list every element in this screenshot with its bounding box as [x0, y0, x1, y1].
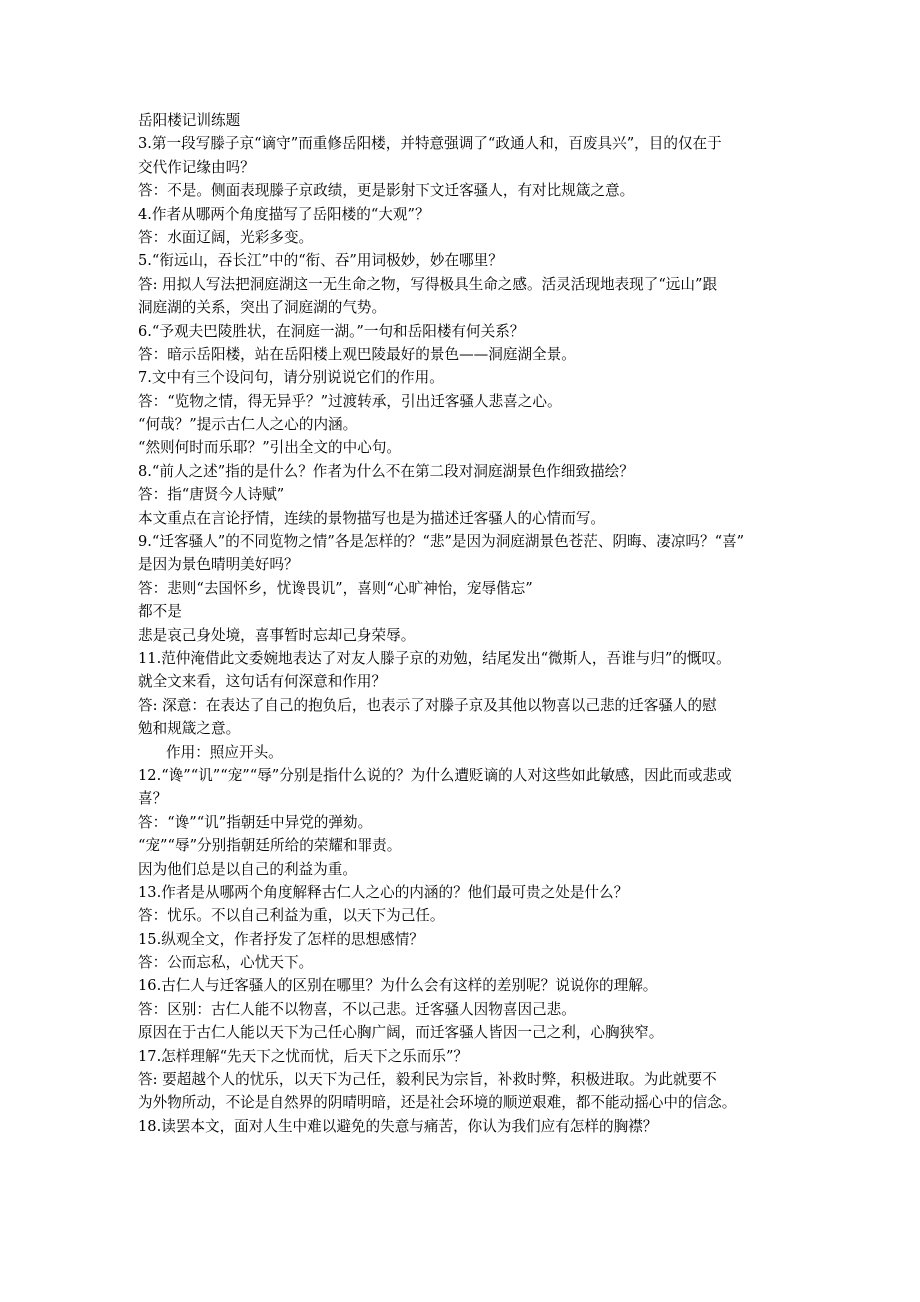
- text-line: 答：悲则“去国怀乡，忧谗畏讥”，喜则“心旷神怡，宠辱偕忘”: [138, 579, 533, 597]
- text-line: 答：忧乐。不以自己利益为重，以天下为己任。: [138, 907, 445, 925]
- text-line: “宠”“辱”分别指朝廷所给的荣耀和罪责。: [138, 837, 402, 855]
- text-line: 为外物所动，不论是自然界的阴晴明暗，还是社会环境的顺逆艰难，都不能动摇心中的信念。: [138, 1094, 737, 1112]
- text-line: 7.文中有三个设问句，请分别说说它们的作用。: [138, 369, 444, 387]
- text-line: 9.“迁客骚人”的不同览物之情”各是怎样的？“悲”是因为洞庭湖景色苍茫、阴晦、凄凉吗？“喜”: [138, 533, 745, 551]
- text-line: 16.古仁人与迁客骚人的区别在哪里？为什么会有这样的差别呢？说说你的理解。: [138, 977, 658, 995]
- text-line: 11.范仲淹借此文委婉地表达了对友人滕子京的劝勉，结尾发出“微斯人，吾谁与归”的慨叹。: [138, 649, 731, 667]
- text-line: 答：水面辽阔，光彩多变。: [138, 228, 314, 246]
- text-line: 答：暗示岳阳楼，站在岳阳楼上观巴陵最好的景色——洞庭湖全景。: [138, 345, 576, 363]
- text-line: 答: 用拟人写法把洞庭湖这一无生命之物，写得极具生命之感。活灵活现地表现了“远山”跟: [138, 275, 718, 293]
- text-line: 答：区别：古仁人能不以物喜，不以己悲。迁客骚人因物喜因己悲。: [138, 1000, 576, 1018]
- text-line: 6.“予观夫巴陵胜状，在洞庭一湖。”一句和岳阳楼有何关系？: [138, 322, 525, 340]
- document-title: 岳阳楼记训练题: [138, 112, 241, 129]
- text-line: 因为他们总是以自己的利益为重。: [138, 860, 357, 878]
- document-page: [138, 109, 788, 1138]
- text-line: 勉和规箴之意。: [138, 720, 241, 738]
- text-line: 答：不是。侧面表现滕子京政绩，更是影射下文迁客骚人，有对比规箴之意。: [138, 182, 635, 200]
- text-line: 本文重点在言论抒情，连续的景物描写也是为描述迁客骚人的心情而写。: [138, 509, 606, 527]
- text-line: 13.作者是从哪两个角度解释古仁人之心的内涵的？他们最可贵之处是什么？: [138, 883, 629, 901]
- text-line: 15.纵观全文，作者抒发了怎样的思想感情？: [138, 930, 424, 948]
- text-line: 答: 要超越个人的忧乐，以天下为己任，毅利民为宗旨，补救时弊，积极进取。为此就要不: [138, 1071, 717, 1089]
- text-line: 原因在于古仁人能以天下为己任心胸广阔，而迁客骚人皆因一己之利，心胸狭窄。: [138, 1024, 664, 1042]
- text-line: 就全文来看，这句话有何深意和作用？: [138, 673, 387, 691]
- text-line: 12.“谗”“讥”“宠”“辱”分别是指什么说的？为什么遭贬谪的人对这些如此敏感，因此而或悲或: [138, 766, 732, 784]
- text-line: 洞庭湖的关系，突出了洞庭湖的气势。: [138, 299, 387, 317]
- text-line: 答：指“唐贤今人诗赋”: [138, 486, 285, 504]
- text-line: 答：公而忘私，心忧天下。: [138, 954, 314, 972]
- text-line: 都不是: [138, 603, 182, 621]
- text-line: 悲是哀己身处境，喜事暂时忘却己身荣辱。: [138, 626, 416, 644]
- text-line: 8.“前人之述”指的是什么？作者为什么不在第二段对洞庭湖景色作细致描绘？: [138, 462, 634, 480]
- text-line: 4.作者从哪两个角度描写了岳阳楼的“大观”？: [138, 205, 430, 223]
- text-line: “何哉？”提示古仁人之心的内涵。: [138, 416, 358, 434]
- text-line: 答：“览物之情，得无异乎？”过渡转承，引出迁客骚人悲喜之心。: [138, 392, 562, 410]
- text-line: 是因为景色晴明美好吗？: [138, 556, 299, 574]
- text-line: 5.“衔远山，吞长江”中的“衔、吞”用词极妙，妙在哪里？: [138, 252, 503, 270]
- text-line: 17.怎样理解“先天下之忧而忧，后天下之乐而乐”？: [138, 1047, 469, 1065]
- text-line: 交代作记缘由吗？: [138, 158, 255, 176]
- text-line: 3.第一段写滕子京“谪守”而重修岳阳楼，并特意强调了“政通人和，百废具兴”，目的仅在于: [138, 135, 722, 153]
- text-line: 喜？: [138, 790, 168, 808]
- text-line: 18.读罢本文，面对人生中难以避免的失意与痛苦，你认为我们应有怎样的胸襟？: [138, 1117, 658, 1135]
- text-line: 作用：照应开头。: [166, 743, 283, 761]
- text-line: “然则何时而乐耶？”引出全文的中心句。: [138, 439, 402, 457]
- text-line: 答：“谗”“讥”指朝廷中异党的弹劾。: [138, 813, 373, 831]
- text-line: 答: 深意：在表达了自己的抱负后，也表示了对滕子京及其他以物喜以己悲的迁客骚人的慰: [138, 696, 717, 714]
